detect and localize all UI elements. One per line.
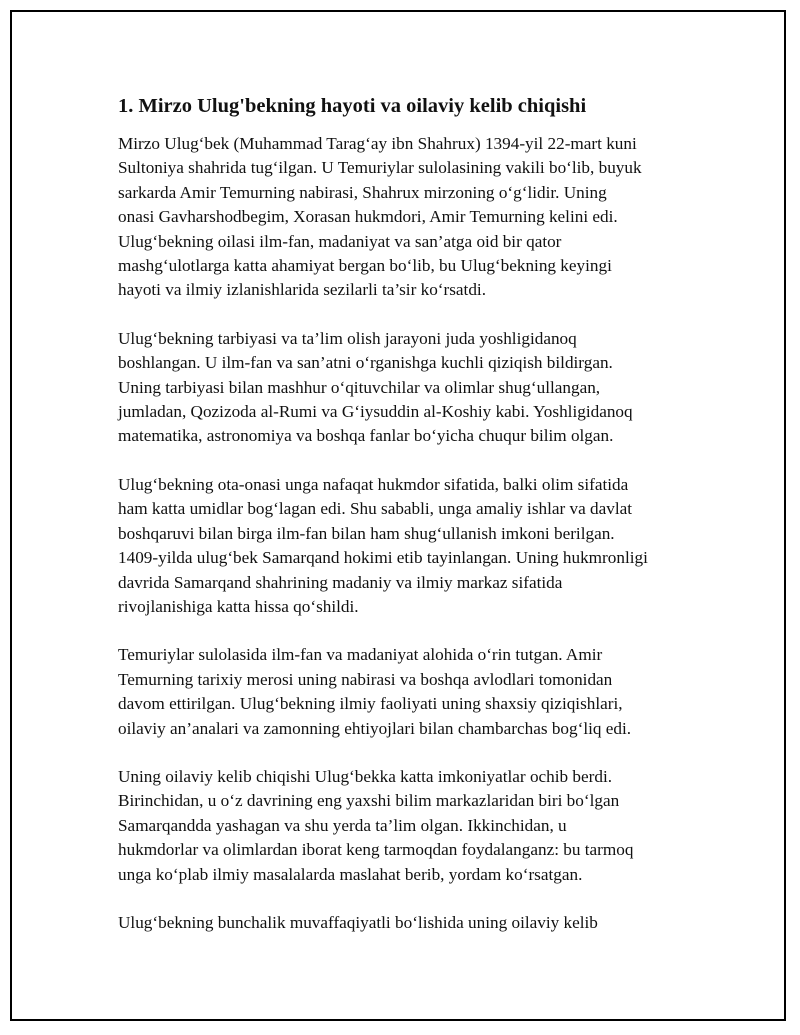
paragraph-line: mashg‘ulotlarga katta ahamiyat bergan bo‘lib, bu Ulug‘bekning keyingi (118, 256, 612, 276)
paragraph-line: unga ko‘plab ilmiy masalalarda maslahat berib, yordam ko‘rsatgan. (118, 864, 583, 884)
paragraph-line: sarkarda Amir Temurning nabirasi, Shahrux mirzoning o‘g‘lidir. Uning (118, 182, 607, 202)
paragraph-line: Temuriylar sulolasida ilm-fan va madaniyat alohida o‘rin tutgan. Amir (118, 645, 603, 665)
paragraph-line: Temurning tarixiy merosi uning nabirasi va boshqa avlodlari tomonidan (118, 669, 613, 689)
document-title: 1. Mirzo Ulug'bekning hayoti va oilaviy kelib chiqishi (118, 95, 587, 117)
paragraph-line: davom ettirilgan. Ulug‘bekning ilmiy faoliyati uning shaxsiy qiziqishlari, (118, 694, 623, 714)
paragraph-line: Birinchidan, u o‘z davrining eng yaxshi bilim markazlaridan biri bo‘lgan (118, 791, 620, 811)
paragraph-line: boshlangan. U ilm-fan va san’atni o‘rganishga kuchli qiziqish bildirgan. (118, 353, 613, 373)
paragraph-line: Ulug‘bekning oilasi ilm-fan, madaniyat va san’atga oid bir qator (118, 231, 562, 251)
paragraph-line: ham katta umidlar bog‘lagan edi. Shu sababli, unga amaliy ishlar va davlat (118, 499, 633, 519)
paragraph-line: Mirzo Ulug‘bek (Muhammad Tarag‘ay ibn Shahrux) 1394-yil 22-mart kuni (118, 134, 637, 153)
paragraph-line: hukmdorlar va olimlardan iborat keng tarmoqdan foydalanganz: bu tarmoq (118, 840, 634, 860)
paragraph-line: boshqaruvi bilan birga ilm-fan bilan ham shug‘ullanish imkoni berilgan. (118, 523, 615, 543)
paragraph-line: 1409-yilda ulug‘bek Samarqand hokimi etib tayinlangan. Uning hukmronligi (118, 548, 648, 568)
paragraph-line: Uning oilaviy kelib chiqishi Ulug‘bekka katta imkoniyatlar ochib berdi. (118, 766, 613, 786)
paragraph-line: onasi Gavharshodbegim, Xorasan hukmdori, Amir Temurning kelini edi. (118, 207, 618, 227)
paragraph-line: Sultoniya shahrida tug‘ilgan. U Temuriylar sulolasining vakili bo‘lib, buyuk (118, 158, 642, 178)
paragraph-line: Uning tarbiyasi bilan mashhur o‘qituvchilar va olimlar shug‘ullangan, (118, 377, 601, 397)
paragraph-line: rivojlanishiga katta hissa qo‘shildi. (118, 596, 359, 616)
paragraph-1 (118, 132, 698, 303)
paragraph-6 (118, 911, 698, 935)
paragraph-3 (118, 473, 698, 619)
paragraph-line: Ulug‘bekning ota-onasi unga nafaqat hukmdor sifatida, balki olim sifatida (118, 474, 629, 494)
paragraph-line: davrida Samarqand shahrining madaniy va ilmiy markaz sifatida (118, 572, 563, 592)
paragraph-line: Samarqandda yashagan va shu yerda ta’lim olgan. Ikkinchidan, u (118, 815, 567, 835)
paragraph-line: matematika, astronomiya va boshqa fanlar bo‘yicha chuqur bilim olgan. (118, 426, 614, 446)
paragraph-line: Ulug‘bekning tarbiyasi va ta’lim olish jarayoni juda yoshligidanoq (118, 328, 577, 348)
paragraph-line: Ulug‘bekning bunchalik muvaffaqiyatli bo‘lishida uning oilaviy kelib (118, 912, 598, 932)
paragraph-2 (118, 327, 698, 449)
paragraph-5 (118, 765, 698, 887)
paragraph-line: oilaviy an’analari va zamonning ehtiyojlari bilan chambarchas bog‘liq edi. (118, 718, 632, 738)
paragraph-line: jumladan, Qozizoda al-Rumi va G‘iysuddin al-Koshiy kabi. Yoshligidanoq (118, 402, 633, 422)
paragraph-line: hayoti va ilmiy izlanishlarida sezilarli ta’sir ko‘rsatdi. (118, 280, 486, 300)
paragraph-4 (118, 643, 698, 741)
document-body (118, 92, 698, 959)
